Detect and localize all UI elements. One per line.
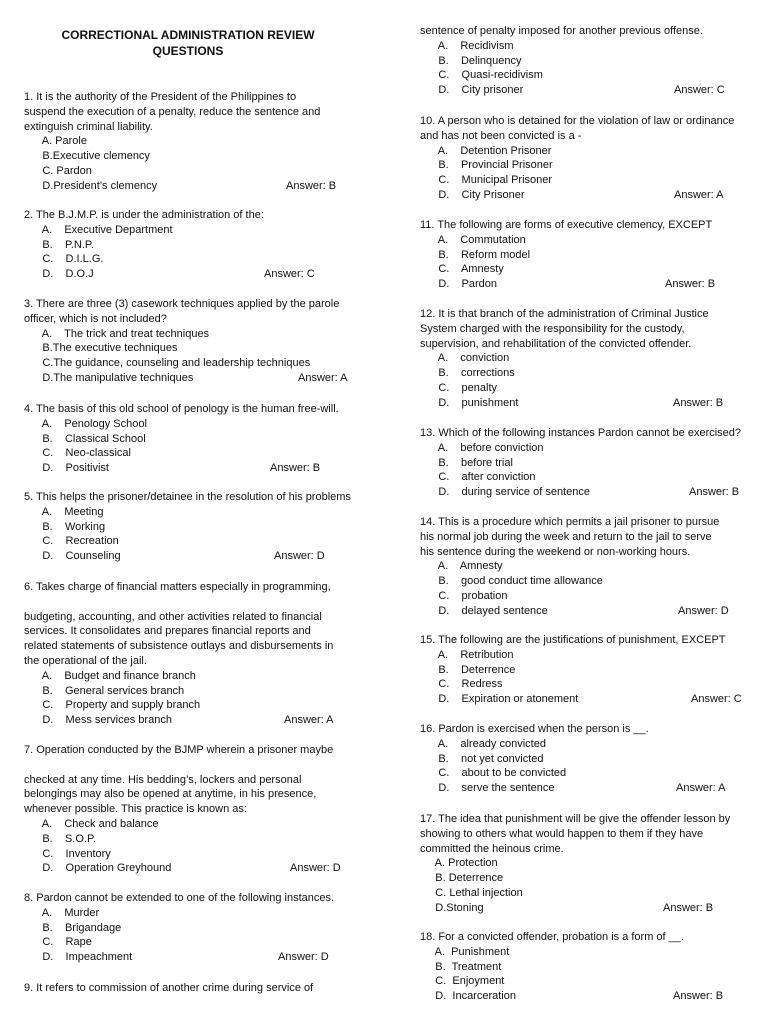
answer-option [24,252,384,267]
option-text: A. The trick and treat techniques [24,327,210,340]
question-block [24,297,384,386]
question-text: 9. It refers to commission of another crime during service of [24,982,314,994]
answer-option [420,604,768,619]
option-text: B. P.N.P. [24,238,94,251]
option-text: D. serve the sentence [420,782,555,795]
option-text: A. Recidivism [420,39,514,52]
question-block [420,426,768,500]
answer-option [420,396,768,411]
option-text: D. delayed sentence [420,604,548,617]
answer-option [420,144,768,159]
question-block [24,743,384,876]
option-text: D. Mess services branch [24,714,172,727]
option-text: A. Budget and finance branch [24,669,196,682]
option-text: D. City Prisoner [420,188,525,201]
option-text: A. Meeting [24,505,104,518]
option-text: C.The guidance, counseling and leadership techniques [24,357,311,370]
option-text: B. corrections [420,367,515,380]
answer-option [24,327,384,342]
answer-option [24,549,384,564]
question-text: 15. The following are the justifications of punishment, EXCEPT [420,634,726,646]
answer-option [420,456,768,471]
option-text: A. Murder [24,906,100,919]
option-text: C. penalty [420,381,498,394]
option-text: C. D.I.L.G. [24,253,104,266]
option-text: B. before trial [420,456,513,469]
option-text: D.The manipulative techniques [24,371,194,384]
answer-option [420,677,768,692]
option-text: A. Commutation [420,233,526,246]
question-text: 13. Which of the following instances Pardon cannot be exercised? [420,427,742,439]
answer-option [24,669,384,684]
option-text: B. Working [24,520,106,533]
answer-option [24,461,384,476]
answer-option [420,366,768,381]
answer-option [420,663,768,678]
answer-option [420,54,768,69]
answer-key: Answer: A [676,782,726,795]
option-text: B. Deterrence [420,872,504,885]
option-text: B. General services branch [24,684,185,697]
title-line-1: CORRECTIONAL ADMINISTRATION REVIEW [61,28,315,42]
answer-option [24,847,384,862]
option-text: A. Penology School [24,417,147,430]
question-block [420,114,768,203]
answer-option [24,356,384,371]
answer-option [420,485,768,500]
answer-option [420,233,768,248]
option-text: C. Property and supply branch [24,699,201,712]
answer-option [24,713,384,728]
answer-key: Answer: A [674,188,724,201]
question-text: 11. The following are forms of executive clemency, EXCEPT [420,219,713,231]
option-text: D. Pardon [420,278,498,291]
answer-option [420,752,768,767]
option-text: A. Protection [420,857,498,870]
answer-option [420,901,768,916]
answer-option [420,945,768,960]
option-text: C. Enjoyment [420,975,505,988]
option-text: C. Pardon [24,164,92,177]
answer-option [24,432,384,447]
answer-option [420,737,768,752]
answer-option [420,277,768,292]
answer-key: Answer: C [264,268,315,281]
answer-option [420,39,768,54]
answer-option [420,441,768,456]
answer-key: Answer: B [665,278,716,291]
option-text: A. before conviction [420,441,544,454]
answer-option [24,446,384,461]
answer-option [24,179,384,194]
answer-option [420,766,768,781]
option-text: D. Positivist [24,462,109,475]
question-block [420,218,768,292]
answer-key: Answer: D [678,604,729,617]
option-text: C. Inventory [24,847,111,860]
option-text: C. Municipal Prisoner [420,174,553,187]
answer-option [420,974,768,989]
answer-key: Answer: C [691,693,742,706]
question-block [420,307,768,411]
option-text: B. Reform model [420,248,531,261]
option-text: C. Quasi-recidivism [420,69,543,82]
question-text: 10. A person who is detained for the violation of law or ordinance and has not been convicted is a - [420,115,735,142]
title-line-2: QUESTIONS [152,44,224,58]
question-text: 1. It is the authority of the President of the Philippines to suspend the execution of a penalty, reduce the sentence and extinguish criminal liability. [24,91,321,133]
question-text: 14. This is a procedure which permits a jail prisoner to pursue his normal job during the week and return to the jail to serve his sentence during the weekend or non-working hours. [420,516,720,558]
answer-option [420,351,768,366]
answer-option [420,262,768,277]
answer-option [420,173,768,188]
option-text: A. Punishment [420,945,510,958]
answer-option [420,158,768,173]
question-text: 8. Pardon cannot be extended to one of the following instances. [24,892,335,904]
option-text: D. punishment [420,396,519,409]
option-text: D. City prisoner [420,84,524,97]
option-text: D. Counseling [24,550,121,563]
option-text: A. Detention Prisoner [420,144,552,157]
answer-option [24,534,384,549]
answer-key: Answer: A [284,714,334,727]
answer-option [24,505,384,520]
option-text: C. probation [420,589,508,602]
option-text: B. Classical School [24,432,146,445]
answer-key: Answer: B [286,179,337,192]
option-text: B.Executive clemency [24,150,150,163]
answer-option [420,248,768,263]
answer-key: Answer: B [673,396,724,409]
answer-option [420,188,768,203]
answer-key: Answer: D [274,550,325,563]
question-block [24,90,384,194]
option-text: D. Incarceration [420,990,516,1003]
answer-option [24,817,384,832]
option-text: A. conviction [420,352,510,365]
question-block [420,633,768,707]
answer-option [420,781,768,796]
question-block [24,580,384,728]
answer-option [420,989,768,1004]
answer-option [24,238,384,253]
answer-key: Answer: D [278,951,329,964]
answer-option [420,886,768,901]
question-text: 6. Takes charge of financial matters especially in programming, budgeting, accounting, and other activities related to financial services. It consolidates and prepares financial reports and related statements of subsistence outlays and disbursements in the operational of the jail. [24,581,334,667]
option-text: A. Executive Department [24,223,173,236]
option-text: B.The executive techniques [24,342,178,355]
question-block [24,981,384,996]
question-block [420,812,768,916]
option-text: C. Recreation [24,535,119,548]
option-text: B. not yet convicted [420,752,544,765]
option-text: B. Brigandage [24,921,122,934]
option-text: D.Stoning [420,901,484,914]
question-text: 12. It is that branch of the administration of Criminal Justice System charged with the responsibility for the custody, supervision, and rehabilitation of the convicted offender. [420,308,709,350]
answer-option [24,861,384,876]
question-text: 18. For a convicted offender, probation is a form of __. [420,931,684,943]
option-text: A. Parole [24,135,87,148]
question-text: 4. The basis of this old school of penology is the human free-will. [24,403,339,415]
option-text: A. Retribution [420,648,514,661]
option-text: A. Check and balance [24,817,159,830]
option-text: B. good conduct time allowance [420,575,603,588]
answer-option [24,149,384,164]
question-block [24,891,384,965]
answer-option [24,520,384,535]
option-text: C. after conviction [420,471,536,484]
option-text: D. Operation Greyhound [24,862,172,875]
option-text: A. Amnesty [420,560,503,573]
answer-key: Answer: B [689,486,740,499]
answer-key: Answer: D [290,862,341,875]
option-text: B. Provincial Prisoner [420,159,553,172]
document-title [24,27,352,59]
answer-key: Answer: B [673,990,724,1003]
answer-option [24,698,384,713]
answer-option [420,960,768,975]
option-text: C. Rape [24,936,92,949]
answer-key: Answer: C [674,84,725,97]
option-text: B. Treatment [420,960,502,973]
option-text: D. during service of sentence [420,486,590,499]
answer-option [420,648,768,663]
question-block [420,515,768,619]
option-text: D.President’s clemency [24,179,158,192]
answer-option [420,589,768,604]
answer-option [420,83,768,98]
answer-option [420,470,768,485]
option-text: C. about to be convicted [420,767,567,780]
answer-option [420,559,768,574]
question-block [420,24,768,98]
answer-option [420,68,768,83]
question-text: 5. This helps the prisoner/detainee in the resolution of his problems [24,491,351,503]
question-text: 2. The B.J.M.P. is under the administration of the: [24,209,264,221]
answer-option [24,935,384,950]
question-block [24,490,384,564]
answer-option [420,871,768,886]
option-text: D. Expiration or atonement [420,693,579,706]
answer-option [420,692,768,707]
answer-option [24,371,384,386]
question-text: 3. There are three (3) casework techniques applied by the parole officer, which is not included? [24,298,340,325]
answer-option [24,267,384,282]
option-text: D. Impeachment [24,951,133,964]
answer-option [24,950,384,965]
answer-option [24,341,384,356]
answer-option [24,417,384,432]
question-block [24,208,384,282]
answer-key: Answer: A [298,371,348,384]
answer-option [24,684,384,699]
question-text: 17. The idea that punishment will be give the offender lesson by showing to others what would happen to them if they have committed the heinous crime. [420,813,731,855]
answer-option [420,856,768,871]
answer-option [420,574,768,589]
option-text: B. Deterrence [420,663,516,676]
answer-option [24,134,384,149]
question-block [420,930,768,1004]
question-block [24,402,384,476]
question-text: sentence of penalty imposed for another previous offense. [420,25,703,37]
option-text: A. already convicted [420,737,546,750]
answer-option [24,832,384,847]
answer-key: Answer: B [270,462,321,475]
option-text: C. Amnesty [420,263,504,276]
answer-option [24,906,384,921]
answer-option [24,223,384,238]
option-text: D. D.O.J [24,268,94,281]
question-text: 16. Pardon is exercised when the person is __. [420,723,649,735]
answer-option [420,381,768,396]
answer-option [24,164,384,179]
question-text: 7. Operation conducted by the BJMP wherein a prisoner maybe checked at any time. His bedding’s, lockers and personal belongings may also be opened at anytime, in his presence, whenever possible. This practice is known as: [24,744,334,816]
answer-option [24,921,384,936]
option-text: B. Delinquency [420,54,522,67]
option-text: C. Redress [420,678,503,691]
option-text: C. Lethal injection [420,886,523,899]
question-block [420,722,768,796]
option-text: B. S.O.P. [24,832,96,845]
answer-key: Answer: B [663,901,714,914]
option-text: C. Neo-classical [24,447,131,460]
